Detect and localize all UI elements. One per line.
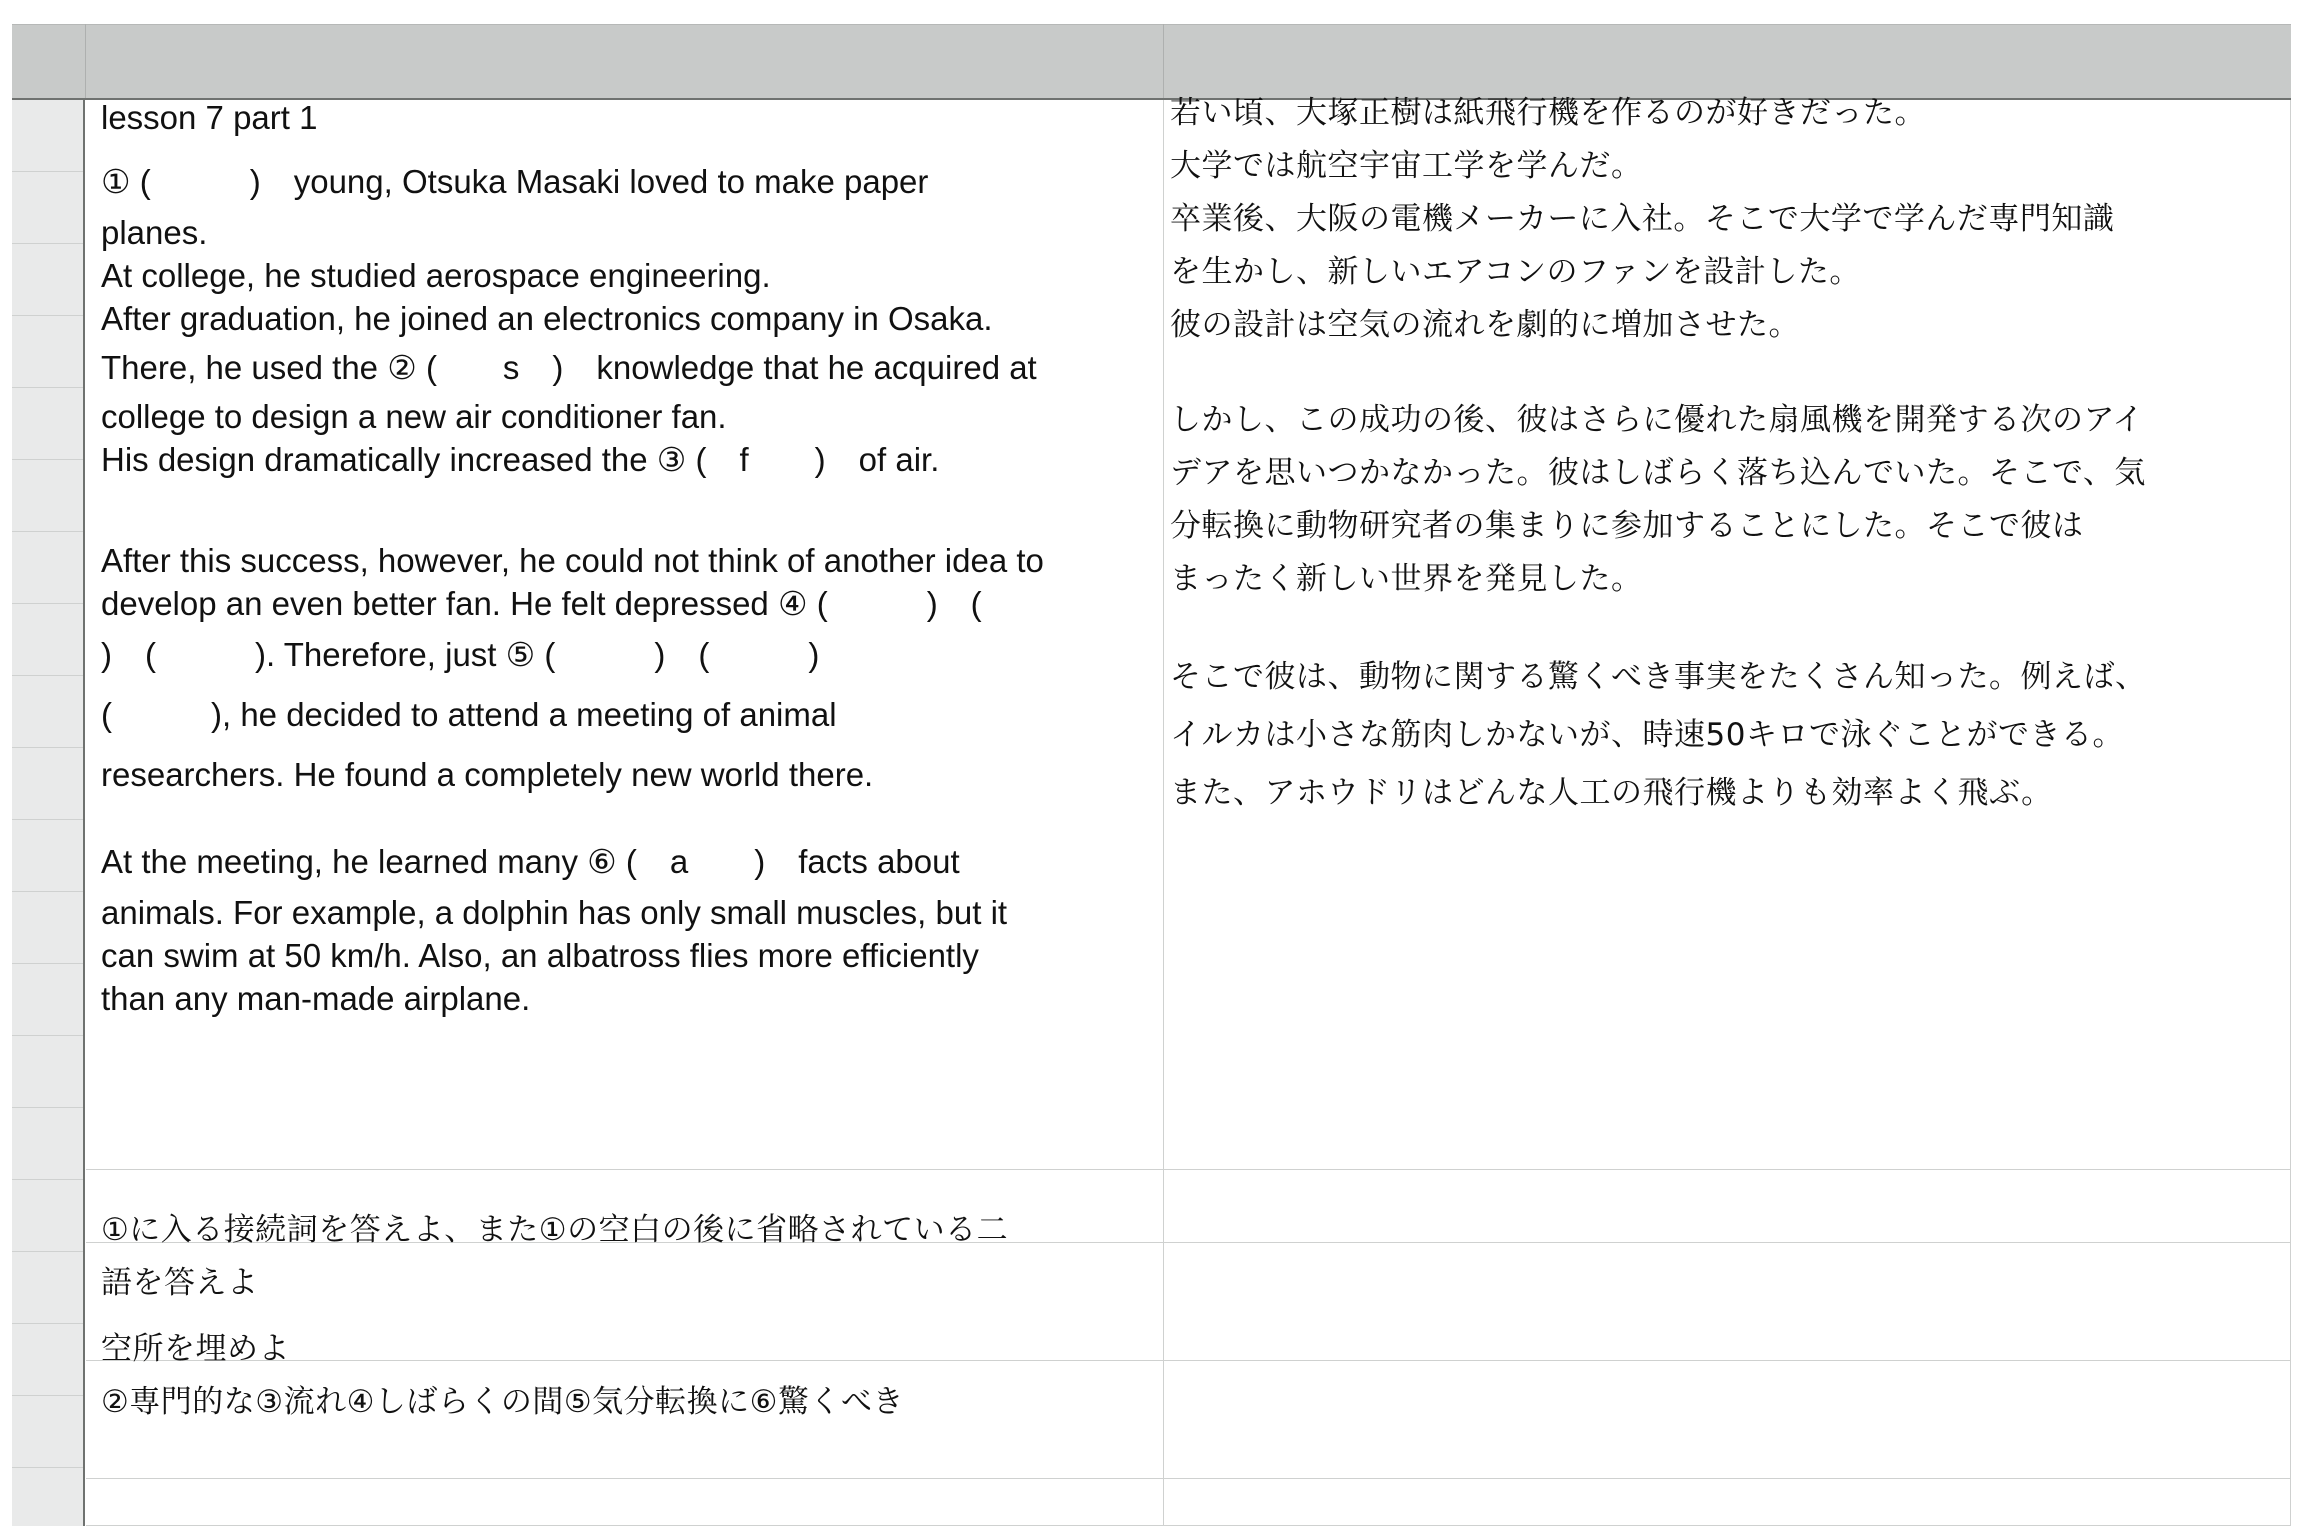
passage-line: college to design a new air conditioner fan. [101,398,727,435]
row-header[interactable] [12,676,83,748]
passage-line: than any man-made airplane. [101,980,531,1017]
row-header[interactable] [12,532,83,604]
cell-b3[interactable] [1164,1243,2291,1361]
passage-line: There, he used the ② ( s ) knowledge that he acquired at [101,349,1037,386]
select-all-corner[interactable] [12,24,86,98]
translation-line: を生かし、新しいエアコンのファンを設計した。 [1170,254,1861,290]
question-1 [101,1204,1161,1310]
translation-line: デアを思いつかなかった。彼はしばらく落ち込んでいた。そこで、気 [1170,455,2146,491]
translation-line: また、アホウドリはどんな人工の飛行機よりも効率よく飛ぶ。 [1170,775,2053,811]
question-line: 空所を埋めよ [101,1331,290,1367]
cell-b5[interactable] [1164,1479,2291,1526]
passage-line: can swim at 50 km/h. Also, an albatross flies more efficiently [101,937,979,974]
row-header[interactable] [12,964,83,1036]
translation-line: 彼の設計は空気の流れを劇的に増加させた。 [1170,307,1800,343]
passage-line: develop an even better fan. He felt depressed ④ ( ) ( [101,585,982,622]
row-header[interactable] [12,316,83,388]
passage-line: His design dramatically increased the ③ ( f ) of air. [101,441,940,478]
question-line: ①に入る接続詞を答えよ、また①の空白の後に省略されている二 [101,1212,1009,1248]
passage-line: After this success, however, he could not think of another idea to [101,542,1044,579]
row-header[interactable] [12,1396,83,1468]
passage-line: ① ( ) young, Otsuka Masaki loved to make paper [101,163,929,200]
passage-line: researchers. He found a completely new world there. [101,756,874,793]
question-line: ②専門的な③流れ④しばらくの間⑤気分転換に⑥驚くべき [101,1384,904,1420]
translation-line: 大学では航空宇宙工学を学んだ。 [1170,148,1643,184]
row-header[interactable] [12,100,83,172]
passage-line: ) ( ). Therefore, just ⑤ ( ) ( ) [101,636,820,673]
row-header[interactable] [12,748,83,820]
question-line: 語を答えよ [101,1265,259,1301]
translation-line: イルカは小さな筋肉しかないが、時速50キロで泳ぐことができる。 [1170,717,2124,753]
row-header[interactable] [12,172,83,244]
row-header[interactable] [12,892,83,964]
passage-line: animals. For example, a dolphin has only small muscles, but it [101,894,1008,931]
row-header-column [12,100,85,1526]
row-header[interactable] [12,1252,83,1324]
cell-a5[interactable] [86,1479,1164,1526]
row-header[interactable] [12,604,83,676]
passage-line: ( ), he decided to attend a meeting of animal [101,696,837,733]
row-header[interactable] [12,388,83,460]
lesson-title: lesson 7 part 1 [101,99,318,136]
row-header[interactable] [12,460,83,532]
row-header[interactable] [12,1180,83,1252]
translation-line: 分転換に動物研究者の集まりに参加することにした。そこで彼は [1170,508,2084,544]
row-header[interactable] [12,1324,83,1396]
translation-line: まったく新しい世界を発見した。 [1170,561,1643,597]
translation-line: 若い頃、大塚正樹は紙飛行機を作るのが好きだった。 [1170,95,1926,131]
row-header[interactable] [12,1108,83,1180]
row-header[interactable] [12,1036,83,1108]
translation-line: 卒業後、大阪の電機メーカーに入社。そこで大学で学んだ専門知識 [1170,201,2115,237]
lesson-passage-english [101,96,1141,1020]
lesson-passage-japanese [1170,87,2280,822]
question-2 [101,1323,1161,1429]
translation-line: そこで彼は、動物に関する驚くべき事実をたくさん知った。例えば、 [1170,659,2147,695]
passage-line: planes. [101,214,208,251]
cell-b2[interactable] [1164,1170,2291,1243]
row-header[interactable] [12,244,83,316]
passage-line: At the meeting, he learned many ⑥ ( a ) facts about [101,843,960,880]
row-header[interactable] [12,1468,83,1526]
passage-line: At college, he studied aerospace engineering. [101,257,771,294]
column-header-a[interactable] [86,24,1164,98]
translation-line: しかし、この成功の後、彼はさらに優れた扇風機を開発する次のアイ [1170,402,2144,438]
row-header[interactable] [12,820,83,892]
cell-b4[interactable] [1164,1361,2291,1479]
passage-line: After graduation, he joined an electronics company in Osaka. [101,300,993,337]
